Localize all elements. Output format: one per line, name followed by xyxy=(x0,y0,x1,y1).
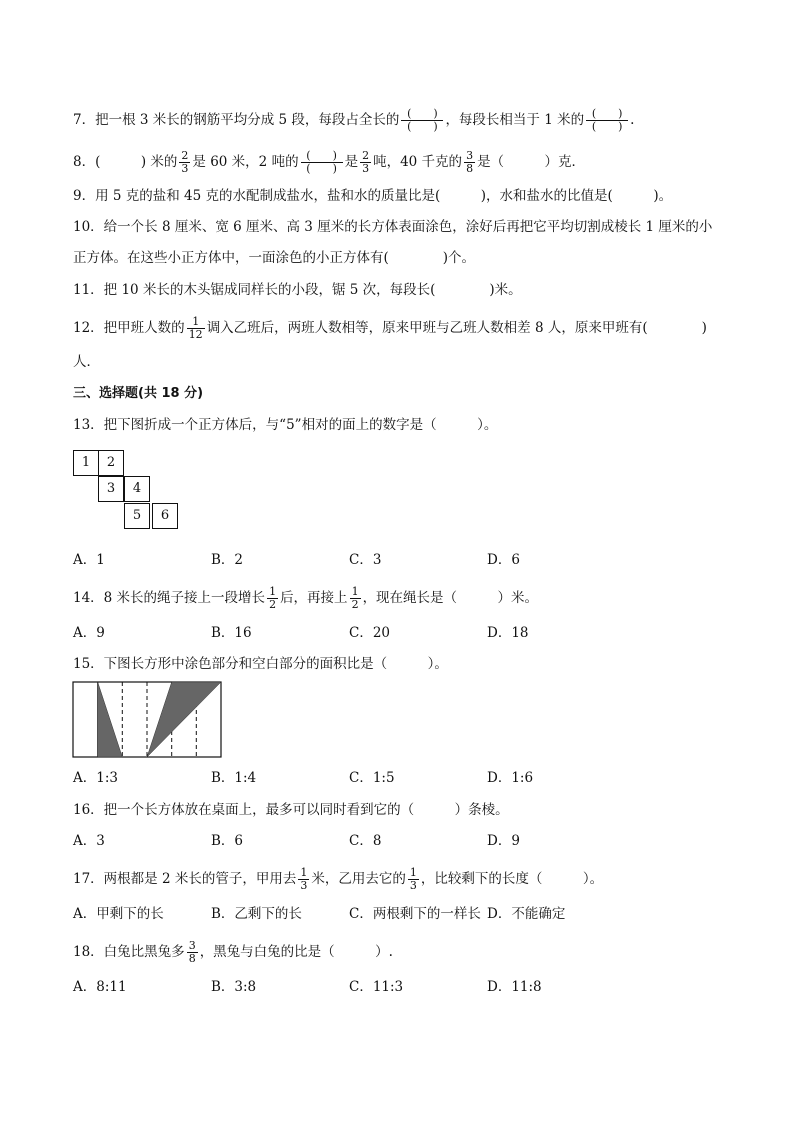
fraction: $\frac{2}{3}$ xyxy=(362,149,370,175)
option-c[interactable]: C．11:3 xyxy=(349,979,404,995)
option-a[interactable]: A．9 xyxy=(73,625,105,641)
question-10-line1: 10．给一个长 8 厘米、宽 6 厘米、高 3 厘米的长方体表面涂色，涂好后再把它平均切割成棱长 1 厘米的小 xyxy=(73,219,713,235)
option-c[interactable]: C．两根剩下的一样长 xyxy=(349,906,481,922)
option-a[interactable]: A．1 xyxy=(73,552,105,568)
question-7: 7．把一根 3 米长的钢筋平均分成 5 段，每段占全长的 $\frac{( )}{( )}$ ，每段长相当于 1 米的 $\frac{( )}{( )}$ . xyxy=(73,107,635,133)
net-cell: 4 xyxy=(124,476,150,502)
option-b[interactable]: B．1:4 xyxy=(211,770,257,786)
option-d[interactable]: D．1:6 xyxy=(487,770,534,786)
question-11: 11．把 10 米长的木头锯成同样长的小段，锯 5 次，每段长( )米。 xyxy=(73,282,522,298)
question-18: 18．白兔比黑兔多 $\frac{3}{8}$ ，黑兔与白兔的比是（ ）. xyxy=(73,939,393,965)
option-b[interactable]: B．16 xyxy=(211,625,252,641)
question-15: 15．下图长方形中涂色部分和空白部分的面积比是（ ）。 xyxy=(73,656,448,672)
question-16: 16．把一个长方体放在桌面上，最多可以同时看到它的（ ）条棱。 xyxy=(73,802,509,818)
option-d[interactable]: D．6 xyxy=(487,552,520,568)
question-14: 14．8 米长的绳子接上一段增长 $\frac{1}{2}$ 后，再接上 $\frac{1}{2}$ ，现在绳长是（ ）米。 xyxy=(73,585,539,611)
net-cell: 1 xyxy=(73,450,99,476)
option-c[interactable]: C．3 xyxy=(349,552,382,568)
option-b[interactable]: B．乙剩下的长 xyxy=(211,906,302,922)
fraction: $\frac{1}{3}$ xyxy=(409,866,417,892)
fraction: $\frac{1}{12}$ xyxy=(188,315,203,341)
shaded-rectangle-figure xyxy=(72,681,224,759)
fraction-blank: $\frac{( )}{( )}$ xyxy=(586,108,628,133)
question-8: 8．( ) 米的 $\frac{2}{3}$ 是 60 米，2 吨的 $\frac{( )}{( )}$ 是 $\frac{2}{3}$ 吨，40 千克的 $\frac{3}{8}$ 是（ ）克． xyxy=(73,149,586,175)
option-b[interactable]: B．6 xyxy=(211,833,244,849)
option-a[interactable]: A．8:11 xyxy=(73,979,127,995)
net-cell: 2 xyxy=(98,450,124,476)
fraction: $\frac{3}{8}$ xyxy=(188,939,196,965)
option-d[interactable]: D．不能确定 xyxy=(487,906,566,922)
question-12-line2: 人． xyxy=(73,354,100,370)
fraction: $\frac{2}{3}$ xyxy=(181,149,189,175)
option-a[interactable]: A．甲剩下的长 xyxy=(73,906,164,922)
question-10-line2: 正方体。在这些小正方体中，一面涂色的小正方体有( )个。 xyxy=(73,250,476,266)
net-cell: 5 xyxy=(124,503,150,529)
question-12: 12．把甲班人数的 $\frac{1}{12}$ 调入乙班后，两班人数相等，原来甲班与乙班人数相差 8 人，原来甲班有( ) xyxy=(73,315,707,341)
option-c[interactable]: C．20 xyxy=(349,625,391,641)
option-d[interactable]: D．11:8 xyxy=(487,979,542,995)
option-d[interactable]: D．18 xyxy=(487,625,529,641)
option-b[interactable]: B．3:8 xyxy=(211,979,257,995)
option-a[interactable]: A．3 xyxy=(73,833,105,849)
option-a[interactable]: A．1:3 xyxy=(73,770,118,786)
fraction: $\frac{1}{3}$ xyxy=(300,866,308,892)
fraction-blank: $\frac{( )}{( )}$ xyxy=(401,108,443,133)
question-9: 9．用 5 克的盐和 45 克的水配制成盐水，盐和水的质量比是( )，水和盐水的比值是( )。 xyxy=(73,188,673,204)
question-13: 13．把下图折成一个正方体后，与“5”相对的面上的数字是（ ）。 xyxy=(73,417,498,433)
option-b[interactable]: B．2 xyxy=(211,552,244,568)
net-cell: 6 xyxy=(152,503,178,529)
fraction: $\frac{3}{8}$ xyxy=(466,149,474,175)
option-c[interactable]: C．8 xyxy=(349,833,382,849)
fraction: $\frac{1}{2}$ xyxy=(269,585,277,611)
section-heading: 三、选择题(共 18 分) xyxy=(73,386,204,401)
fraction: $\frac{1}{2}$ xyxy=(351,585,359,611)
option-c[interactable]: C．1:5 xyxy=(349,770,395,786)
question-17: 17．两根都是 2 米长的管子，甲用去 $\frac{1}{3}$ 米，乙用去它的 $\frac{1}{3}$ ，比较剩下的长度（ ）。 xyxy=(73,866,604,892)
net-cell: 3 xyxy=(98,476,124,502)
fraction-blank: $\frac{( )}{( )}$ xyxy=(301,150,343,175)
option-d[interactable]: D．9 xyxy=(487,833,520,849)
